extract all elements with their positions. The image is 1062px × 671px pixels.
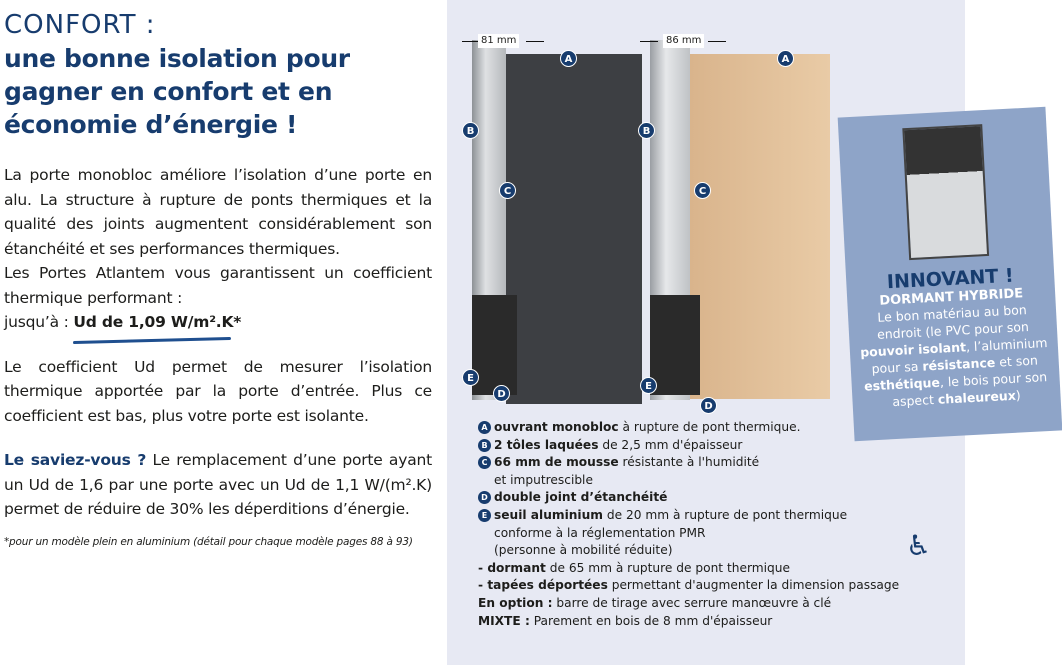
label-d: D [493, 385, 510, 402]
box-subtitle: DORMANT HYBRIDE [878, 286, 1024, 309]
list-item [478, 577, 948, 595]
label-a: A [777, 50, 794, 67]
item-text: résistante à l'humidité [618, 455, 760, 470]
list-item [478, 489, 948, 507]
door-mixte-illustration [650, 40, 830, 415]
dash: - [478, 560, 488, 575]
dimension-arrow [708, 41, 726, 42]
saviez-text: Le remplacement d’une porte ayant un Ud de 1,6 par une porte avec un Ud de 1,1 W/(m².K) permet de réduire de 30% les déperditions d’énergie. [4, 451, 433, 518]
item-bold: 66 mm de mousse [494, 455, 619, 470]
wheelchair-icon: ♿ [906, 529, 932, 562]
text: Le bon matériau au bon endroit (le PVC pour son [876, 302, 1030, 342]
item-text: barre de tirage avec serrure manœuvre à clé [552, 595, 832, 610]
list-item [478, 595, 948, 613]
marker-b: B [478, 439, 491, 452]
item-text: de 2,5 mm d'épaisseur [598, 437, 743, 452]
box-text [848, 300, 1061, 413]
label-a: A [560, 50, 577, 67]
list-item [478, 507, 948, 525]
label-e: E [462, 369, 479, 386]
label-b: B [638, 122, 655, 139]
label-d: D [700, 397, 717, 414]
left-column [4, 8, 432, 548]
box-title: INNOVANT ! [886, 264, 1015, 294]
item-bold: double joint d’étanchéité [494, 490, 668, 505]
paragraph-saviez [4, 448, 432, 522]
marker-a: A [478, 421, 491, 434]
intro-text: La porte monobloc améliore l’isolation d’une porte en alu. La structure à rupture de ponts thermiques et la qualité des joints augmentent considérablement son étanchéité et ses performances thermiques. [4, 166, 432, 258]
item-bold: En option : [478, 595, 553, 610]
item-text: de 20 mm à rupture de pont thermique [602, 507, 848, 522]
item-bold: seuil aluminium [494, 507, 603, 522]
item-continuation: (personne à mobilité réduite) [494, 543, 673, 558]
coefficient-text: Les Portes Atlantem vous garantissent un coefficient thermique performant : [4, 264, 432, 307]
footnote: *pour un modèle plein en aluminium (détail pour chaque modèle pages 88 à 93) [4, 535, 413, 548]
list-item [478, 613, 948, 631]
section-title: CONFORT : [4, 10, 156, 40]
text: ) [1015, 387, 1022, 403]
coefficient-prefix: jusqu’à : [4, 313, 74, 331]
item-text: Parement en bois de 8 mm d'épaisseur [529, 613, 773, 628]
item-bold: tapées déportées [487, 578, 608, 593]
paragraph-ud: Le coefficient Ud permet de mesurer l’isolation thermique apportée par la porte d’entrée. Plus ce coefficient est bas, plus votre porte est isolante. [4, 357, 432, 425]
section-subtitle: une bonne isolation pour gagner en confort et en économie d’énergie ! [4, 44, 350, 139]
text: , l’aluminium pour sa [871, 335, 1048, 377]
item-text: de 65 mm à rupture de pont thermique [545, 560, 790, 575]
paragraph-intro [4, 163, 432, 335]
text-bold: résistance [921, 354, 996, 374]
saviez-lead: Le saviez-vous ? [4, 451, 147, 469]
label-e: E [640, 377, 657, 394]
hybrid-frame-image [902, 124, 989, 260]
list-item [478, 560, 948, 578]
door-aluminium-illustration [472, 40, 642, 415]
innovation-box [838, 107, 1062, 441]
text-bold: pouvoir isolant [859, 339, 967, 360]
label-c: C [694, 182, 711, 199]
item-continuation: conforme à la réglementation PMR [494, 525, 706, 540]
ud-value: Ud de 1,09 W/m².K* [73, 310, 241, 335]
feature-list [478, 419, 948, 630]
dash: - [478, 578, 488, 593]
item-bold: ouvrant monobloc [494, 420, 619, 434]
item-bold: MIXTE : [478, 613, 530, 628]
dimension-81: 81 mm [478, 34, 519, 48]
dimension-arrow [640, 41, 658, 42]
text: , le bois pour son aspect [891, 369, 1048, 410]
item-bold: 2 tôles laquées [494, 437, 599, 452]
item-bold: dormant [487, 560, 546, 575]
dimension-arrow [526, 41, 544, 42]
label-c: C [499, 182, 516, 199]
label-b: B [462, 122, 479, 139]
item-continuation: et imputrescible [494, 472, 593, 487]
text-bold: chaleureux [937, 387, 1017, 407]
dimension-86: 86 mm [663, 34, 704, 48]
marker-c: C [478, 456, 491, 469]
item-text: permettant d'augmenter la dimension passage [607, 578, 900, 593]
marker-e: E [478, 509, 491, 522]
list-item [478, 454, 948, 472]
text: et son [994, 352, 1039, 370]
text-bold: esthétique [863, 374, 941, 394]
marker-d: D [478, 491, 491, 504]
item-text: à rupture de pont thermique. [618, 420, 801, 434]
